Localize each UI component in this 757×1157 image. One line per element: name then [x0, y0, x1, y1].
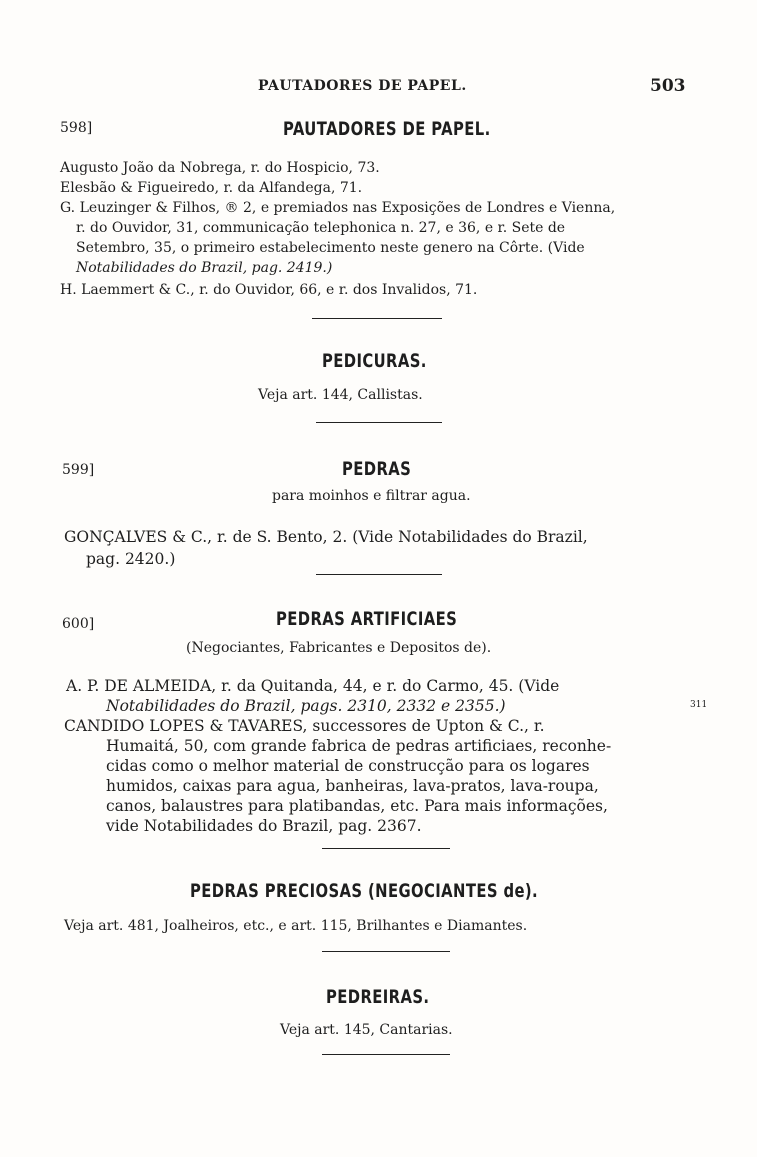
cross-reference: Veja art. 144, Callistas. — [258, 387, 423, 403]
section-rule — [322, 951, 450, 952]
subheading: (Negociantes, Fabricantes e Depositos de). — [186, 640, 492, 656]
entry-line: canos, balaustres para platibandas, etc. Para mais informações, — [106, 797, 608, 815]
heading-pedicuras: PEDICURAS. — [322, 350, 427, 372]
cross-reference: Veja art. 145, Cantarias. — [280, 1022, 453, 1038]
article-number-600: 600] — [62, 616, 95, 632]
section-rule — [312, 318, 442, 319]
section-rule — [322, 1054, 450, 1055]
entry-line: Elesbão & Figueiredo, r. da Alfandega, 71. — [60, 180, 363, 196]
section-rule — [322, 848, 450, 849]
page-number: 503 — [650, 76, 686, 96]
article-number-598: 598] — [60, 120, 93, 136]
entry-line: GONÇALVES & C., r. de S. Bento, 2. (Vide Notabilidades do Brazil, — [64, 528, 588, 546]
section-rule — [316, 574, 442, 575]
entry-line: humidos, caixas para agua, banheiras, lava-pratos, lava-roupa, — [106, 777, 599, 795]
heading-pedras-preciosas: PEDRAS PRECIOSAS (NEGOCIANTES de). — [190, 880, 539, 902]
entry-line: G. Leuzinger & Filhos, ® 2, e premiados nas Exposições de Londres e Vienna, — [60, 200, 616, 216]
entry-line: A. P. DE ALMEIDA, r. da Quitanda, 44, e r. do Carmo, 45. (Vide — [66, 677, 560, 695]
heading-pedreiras: PEDREIRAS. — [326, 986, 430, 1008]
subheading: para moinhos e filtrar agua. — [272, 488, 471, 504]
entry-line: Humaitá, 50, com grande fabrica de pedras artificiaes, reconhe- — [106, 737, 612, 755]
article-number-599: 599] — [62, 462, 95, 478]
entry-line: pag. 2420.) — [86, 550, 176, 568]
entry-line: H. Laemmert & C., r. do Ouvidor, 66, e r. dos Invalidos, 71. — [60, 282, 478, 298]
entry-line: Setembro, 35, o primeiro estabelecimento neste genero na Côrte. (Vide — [76, 240, 585, 256]
heading-pedras-artificiaes: PEDRAS ARTIFICIAES — [276, 608, 458, 630]
entry-line: Notabilidades do Brazil, pag. 2419.) — [76, 260, 333, 276]
entry-line: cidas como o melhor material de construcção para os logares — [106, 757, 590, 775]
entry-line: vide Notabilidades do Brazil, pag. 2367. — [106, 817, 422, 835]
entry-line: Augusto João da Nobrega, r. do Hospicio, 73. — [60, 160, 380, 176]
cross-reference: Veja art. 481, Joalheiros, etc., e art. 115, Brilhantes e Diamantes. — [64, 918, 528, 934]
section-rule — [316, 422, 442, 423]
entry-line: Notabilidades do Brazil, pags. 2310, 2332 e 2355.) — [106, 697, 506, 715]
heading-pedras: PEDRAS — [342, 458, 412, 480]
entry-line: CANDIDO LOPES & TAVARES, successores de Upton & C., r. — [64, 717, 545, 735]
running-head: PAUTADORES DE PAPEL. — [258, 78, 467, 94]
heading-pautadores: PAUTADORES DE PAPEL. — [283, 118, 491, 140]
side-mark: 311 — [690, 700, 708, 710]
entry-line: r. do Ouvidor, 31, communicação telephonica n. 27, e 36, e r. Sete de — [76, 220, 566, 236]
